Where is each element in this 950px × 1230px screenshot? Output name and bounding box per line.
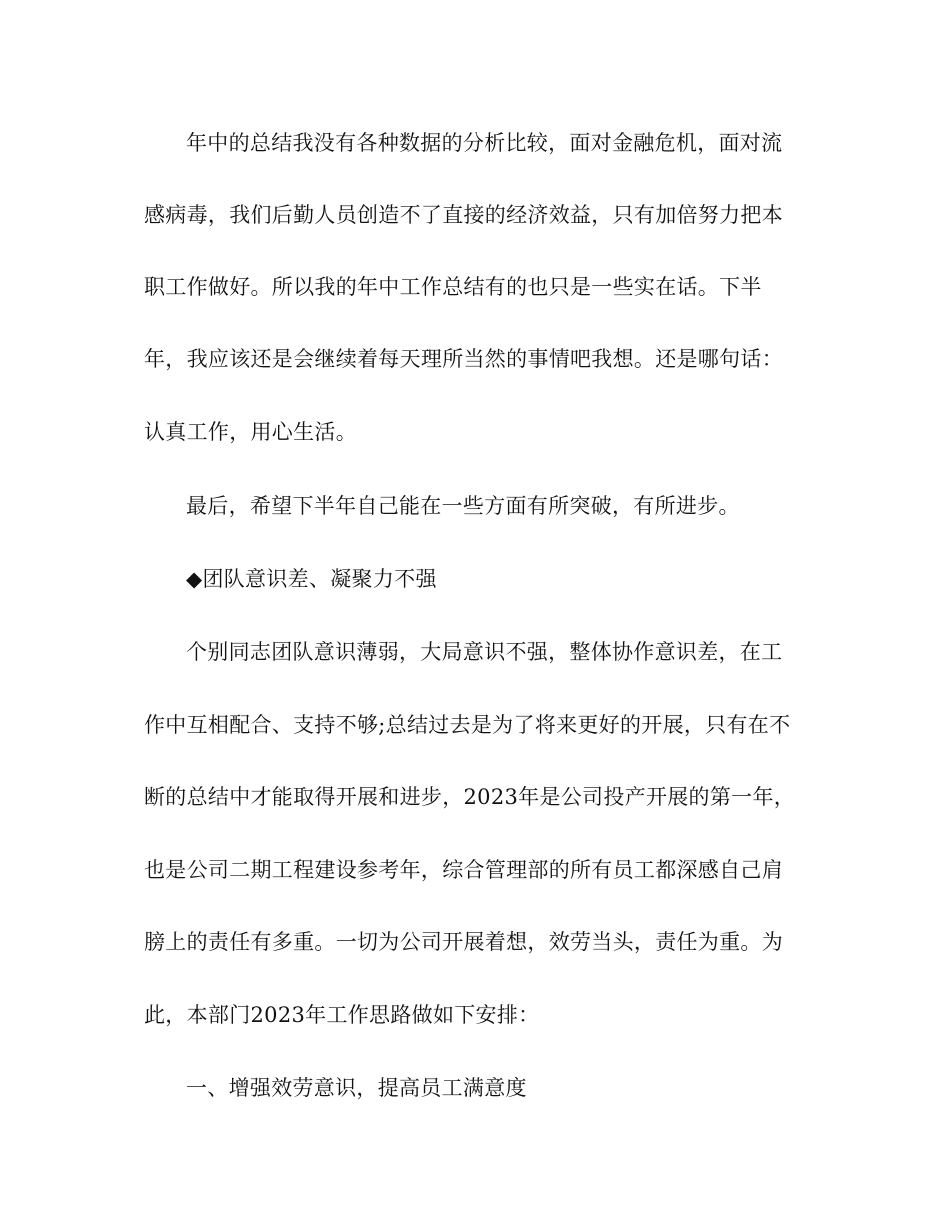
text-line: 膀上的责任有多重。一切为公司开展着想，效劳当头，责任为重。为	[144, 930, 783, 954]
text-line: 此，本部门2023年工作思路做如下安排：	[144, 1003, 540, 1027]
section-heading: 一、增强效劳意识，提高员工满意度	[186, 1076, 527, 1100]
text-line: 作中互相配合、支持不够;总结过去是为了将来更好的开展，只有在不	[144, 713, 791, 737]
text-line: 认真工作，用心生活。	[144, 420, 357, 444]
text-line: 年中的总结我没有各种数据的分析比较，面对金融危机，面对流	[186, 131, 783, 155]
text-line: 也是公司二期工程建设参考年，综合管理部的所有员工都深感自己肩	[144, 858, 783, 882]
section-heading: ◆团队意识差、凝聚力不强	[186, 567, 437, 591]
text-line: 最后，希望下半年自己能在一些方面有所突破，有所进步。	[186, 494, 740, 518]
text-line: 断的总结中才能取得开展和进步，2023年是公司投产开展的第一年，	[144, 785, 796, 809]
text-line: 职工作做好。所以我的年中工作总结有的也只是一些实在话。下半	[144, 275, 762, 299]
text-line: 年，我应该还是会继续着每天理所当然的事情吧我想。还是哪句话：	[144, 347, 783, 371]
text-line: 个别同志团队意识薄弱，大局意识不强，整体协作意识差，在工	[186, 640, 783, 664]
text-line: 感病毒，我们后勤人员创造不了直接的经济效益，只有加倍努力把本	[144, 203, 783, 227]
